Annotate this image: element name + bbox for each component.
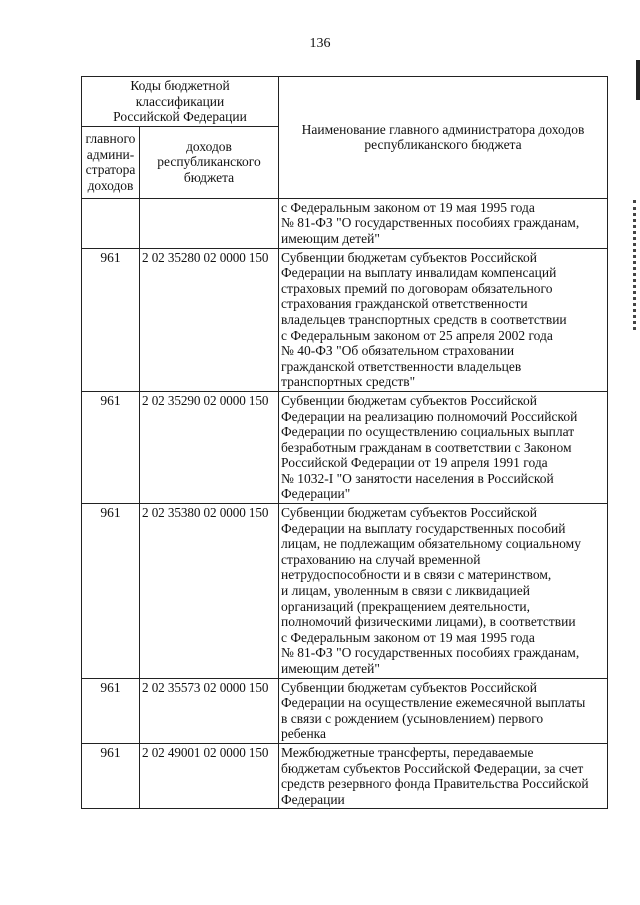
revenue-name-cell [279,198,608,248]
header-text-line: стратора [85,162,136,178]
name-line: имеющим детей" [281,661,380,676]
name-line: транспортных средств" [281,374,416,390]
header-text-line: админи- [86,146,135,162]
name-line: Субвенции бюджетам субъектов Российской [281,679,537,695]
admin-code-cell: 961 [82,678,140,743]
header-admin-column [82,126,140,198]
budget-code-cell: 2 02 35380 02 0000 150 [140,504,279,679]
table-row [82,743,608,808]
admin-code-cell: 961 [82,391,140,503]
table-row [82,504,608,679]
name-line: Субвенции бюджетам субъектов Российской [281,249,537,265]
budget-code-cell: 2 02 35573 02 0000 150 [140,678,279,743]
name-line: с Федеральным законом от 19 мая 1995 года [281,629,535,645]
name-line: страховых премий по договорам обязательного [281,280,553,296]
budget-code-cell: 2 02 35280 02 0000 150 [140,248,279,391]
budget-classification-table [81,76,608,809]
name-line: безработным гражданам в соответствии с Законом [281,439,572,455]
admin-code-cell: 961 [82,504,140,679]
name-line: страхованию на случай временной [281,551,481,567]
name-line: имеющим детей" [281,230,380,246]
name-line: № 81-ФЗ "О государственных пособиях гражданам, [281,215,580,231]
name-line: и лицам, уволенным в связи с ликвидацией [281,583,530,599]
name-line: Межбюджетные трансферты, передаваемые [281,744,534,760]
table-body [82,198,608,809]
name-line: лицам, не подлежащим обязательному социальному [281,536,581,552]
header-text-line: доходов [87,177,134,193]
name-line: Федерации на реализацию полномочий Российской [281,408,578,424]
header-income-column [140,126,279,198]
name-line: полномочий физическими лицами), в соответствии [281,614,576,630]
header-codes-group [82,77,279,127]
revenue-name-cell [279,504,608,679]
table-row [82,678,608,743]
name-line: в связи с рождением (усыновлением) первого [281,710,544,726]
name-line: ребенка [281,726,327,742]
revenue-name-cell [279,743,608,808]
budget-code-cell [140,198,279,248]
name-line: № 81-ФЗ "О государственных пособиях гражданам, [281,645,580,661]
name-line: организаций (прекращением деятельности, [281,598,531,614]
name-line: № 40-ФЗ "Об обязательном страховании [281,343,515,359]
name-line: Федерации по осуществлению социальных выплат [281,424,575,440]
admin-code-cell: 961 [82,248,140,391]
table-row [82,248,608,391]
name-line: бюджетам субъектов Российской Федерации, за счет [281,760,584,776]
name-line: Федерации на осуществление ежемесячной выплаты [281,695,586,711]
name-line: Федерации [281,791,345,807]
table-header [82,77,608,199]
revenue-name-cell [279,678,608,743]
table-row [82,198,608,248]
admin-code-cell [82,198,140,248]
header-text-line: бюджета [183,170,235,186]
name-line: Российской Федерации от 19 апреля 1991 года [281,455,548,471]
header-text-line: Наименование главного администратора доходов [301,121,585,137]
header-name-column [279,77,608,199]
name-line: средств резервного фонда Правительства Российской [281,776,589,792]
name-line: владельцев транспортных средств в соответствии [281,311,567,327]
header-text-line: республиканского бюджета [364,137,522,153]
name-line: Субвенции бюджетам субъектов Российской [281,505,537,521]
header-text-line: Коды бюджетной [130,78,230,93]
scan-edge-mark [636,60,640,100]
name-line: нетрудоспособности и в связи с материнством, [281,567,552,583]
name-line: страхования гражданской ответственности [281,296,528,312]
header-text-line: доходов [186,138,232,154]
admin-code-cell: 961 [82,743,140,808]
name-line: с Федеральным законом от 25 апреля 2002 года [281,327,553,343]
name-line: Федерации на выплату государственных пособий [281,520,566,536]
name-line: № 1032-I "О занятости населения в Российской [281,470,554,486]
header-text-line: главного [85,131,136,147]
header-text-line: республиканского [157,154,261,170]
header-text-line: Российской Федерации [113,109,247,125]
name-line: Федерации" [281,486,351,502]
revenue-name-cell [279,391,608,503]
budget-code-cell: 2 02 49001 02 0000 150 [140,743,279,808]
revenue-name-cell [279,248,608,391]
name-line: Субвенции бюджетам субъектов Российской [281,392,537,408]
name-line: Федерации на выплату инвалидам компенсаций [281,265,557,281]
header-text-line: классификации [135,93,225,109]
name-line: с Федеральным законом от 19 мая 1995 года [281,199,535,215]
name-line: гражданской ответственности владельцев [281,358,522,374]
table-row [82,391,608,503]
budget-code-cell: 2 02 35290 02 0000 150 [140,391,279,503]
scan-edge-dots [633,200,639,330]
page-number: 136 [309,36,331,51]
